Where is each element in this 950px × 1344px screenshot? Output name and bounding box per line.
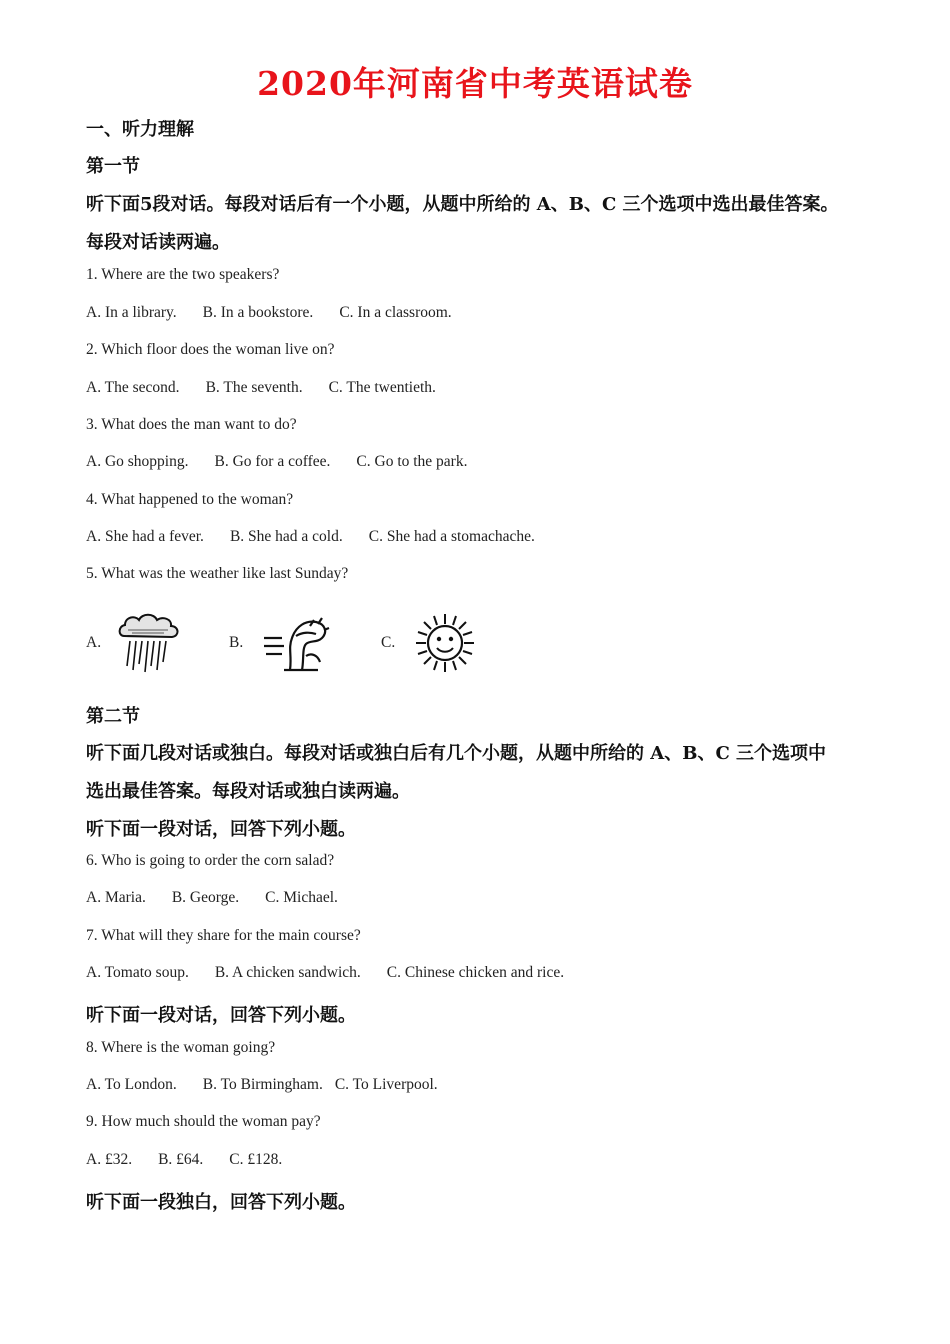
monologue-prompt: 听下面一段独白，回答下列小题。	[86, 1192, 356, 1213]
question-5: 5. What was the weather like last Sunday?	[86, 565, 349, 582]
option-b: B. In a bookstore.	[202, 304, 314, 321]
question-9-options	[86, 1151, 282, 1169]
option-b: B. £64.	[158, 1151, 204, 1168]
question-3: 3. What does the man want to do?	[86, 416, 297, 433]
question-7-options	[86, 964, 564, 982]
option-a: A. In a library.	[86, 304, 177, 321]
option-c: C. She had a stomachache.	[368, 528, 535, 545]
question-5-picture-options	[86, 612, 506, 676]
question-9: 9. How much should the woman pay?	[86, 1113, 321, 1130]
question-2-options	[86, 379, 436, 397]
option-b: B. She had a cold.	[229, 528, 343, 545]
option-a: A. To London.	[86, 1076, 177, 1093]
question-1-options	[86, 304, 452, 322]
option-b: B. A chicken sandwich.	[214, 964, 361, 981]
question-3-options	[86, 453, 467, 471]
option-a: A. £32.	[86, 1151, 133, 1168]
question-7: 7. What will they share for the main course?	[86, 927, 361, 944]
option-c: C. Michael.	[265, 889, 338, 906]
option-a: A. Tomato soup.	[86, 964, 189, 981]
option-b: B. Go for a coffee.	[214, 453, 331, 470]
part-heading-listening: 一、听力理解	[86, 119, 194, 140]
windy-icon	[262, 612, 332, 674]
section2-instruction-line2: 选出最佳答案。每段对话或独白读两遍。	[86, 781, 410, 802]
page-title: 2020年河南省中考英语试卷	[257, 64, 693, 103]
option-c: C. To Liverpool.	[334, 1076, 438, 1093]
section2-heading: 第二节	[86, 706, 140, 727]
option-c: C. £128.	[229, 1151, 283, 1168]
option-b: B. To Birmingham.	[202, 1076, 323, 1093]
section1-instruction-line1: 听下面5段对话。每段对话后有一个小题，从题中所给的 A、B、C 三个选项中选出最佳答案。	[86, 194, 839, 215]
dialog-prompt-2: 听下面一段对话，回答下列小题。	[86, 1005, 356, 1026]
question-8-options	[86, 1076, 438, 1094]
option-c: C. Chinese chicken and rice.	[386, 964, 565, 981]
option-b: B. George.	[171, 889, 240, 906]
option-a: A. She had a fever.	[86, 528, 204, 545]
question-8: 8. Where is the woman going?	[86, 1039, 276, 1056]
option-a: A.	[86, 634, 102, 651]
question-6: 6. Who is going to order the corn salad?	[86, 852, 335, 869]
option-c: C. In a classroom.	[339, 304, 452, 321]
question-1: 1. Where are the two speakers?	[86, 266, 280, 283]
section1-heading: 第一节	[86, 156, 140, 177]
dialog-prompt-1: 听下面一段对话，回答下列小题。	[86, 819, 356, 840]
sun-icon	[414, 612, 476, 674]
question-6-options	[86, 889, 338, 907]
section1-instruction-line2: 每段对话读两遍。	[86, 232, 230, 253]
option-a: A. The second.	[86, 379, 180, 396]
option-c: C. The twentieth.	[328, 379, 436, 396]
option-c: C. Go to the park.	[356, 453, 468, 470]
option-c: C.	[381, 634, 396, 651]
question-4: 4. What happened to the woman?	[86, 491, 294, 508]
option-b: B.	[229, 634, 244, 651]
option-a: A. Maria.	[86, 889, 146, 906]
option-a: A. Go shopping.	[86, 453, 189, 470]
question-4-options	[86, 528, 535, 546]
question-2: 2. Which floor does the woman live on?	[86, 341, 335, 358]
rain-cloud-icon	[116, 612, 184, 674]
section2-instruction-line1: 听下面几段对话或独白。每段对话或独白后有几个小题，从题中所给的 A、B、C 三个选项中	[86, 743, 827, 764]
option-b: B. The seventh.	[205, 379, 303, 396]
